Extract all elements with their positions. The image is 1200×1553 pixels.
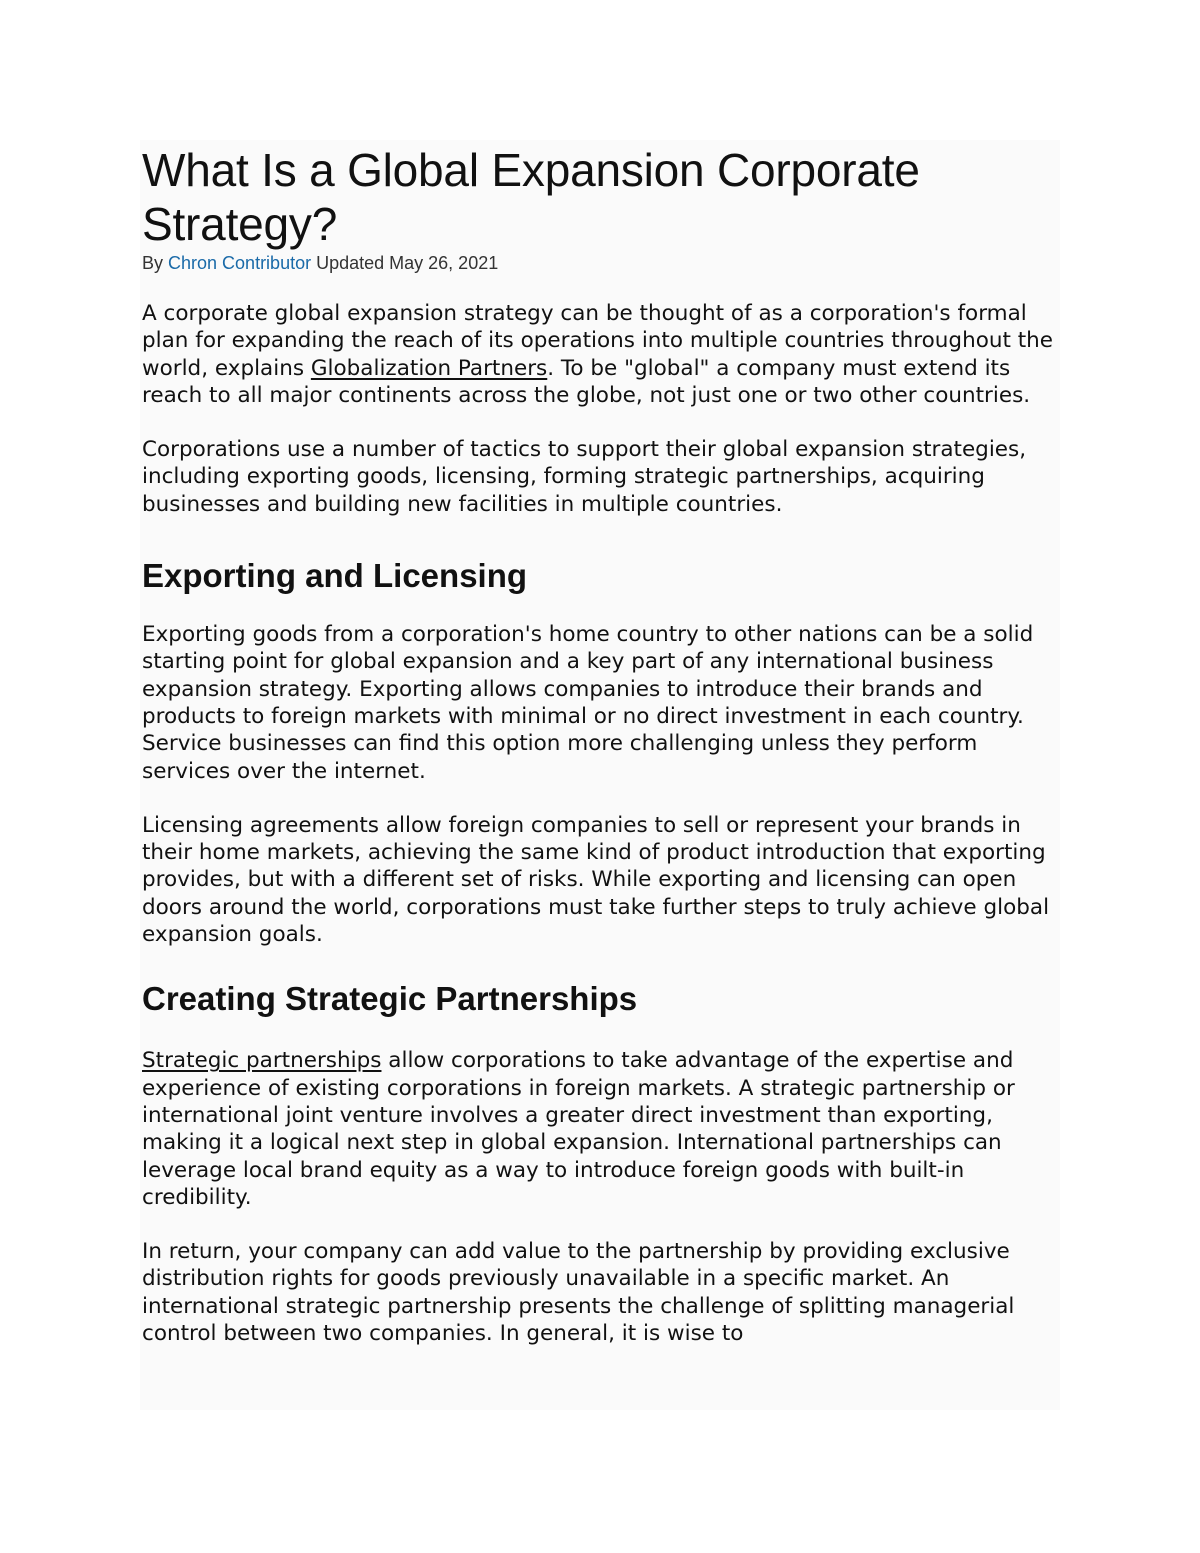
exporting-paragraph-1: Exporting goods from a corporation's home country to other nations can be a solid starting point for global expansion and a key part of any international business expansion strategy. Exporting allows companies to introduce their brands and products to foreign markets with minimal or no direct investment in each country. Service businesses can find this option more challenging unless they perform services over the internet. [142, 622, 1034, 784]
licensing-paragraph: Licensing agreements allow foreign companies to sell or represent your brands in their home markets, achieving the same kind of product introduction that exporting provides, but with a different set of risks. While exporting and licensing can open doors around the world, corporations must take further steps to truly achieve global expansion goals. [142, 812, 1050, 948]
paragraph-text: allow corporations to take advantage of the expertise and experience of existing corporations in foreign markets. A strategic partnership or international joint venture involves a greater direct investment than exporting, making it a logical next step in global expansion. International partnerships can leverage local brand equity as a way to introduce foreign goods with built-in credibility. [142, 1048, 1015, 1210]
globalization-partners-link[interactable]: Globalization Partners [310, 355, 548, 381]
partnerships-paragraph-1 [142, 1047, 1056, 1211]
page-title: What Is a Global Expansion Corporate Strategy? [142, 144, 920, 250]
section-heading-exporting: Exporting and Licensing [142, 557, 528, 595]
article-body [140, 140, 1060, 1410]
byline [142, 251, 1056, 275]
intro-paragraph-1 [142, 300, 1056, 409]
partnerships-paragraph-2: In return, your company can add value to the partnership by providing exclusive distribution rights for goods previously unavailable in a specific market. An international strategic partnership presents the challenge of splitting managerial control between two companies. In general, it is wise to [142, 1239, 1015, 1347]
author-link[interactable]: Chron Contributor [168, 253, 312, 273]
strategic-partnerships-link[interactable]: Strategic partnerships [142, 1048, 382, 1074]
byline-prefix: By [142, 253, 169, 273]
paragraph-text: A corporate global expansion strategy can be thought of as a corporation's formal plan for expanding the reach of its operations into multiple countries throughout the world, explains [142, 301, 1054, 381]
section-heading-partnerships: Creating Strategic Partnerships [142, 980, 638, 1018]
intro-paragraph-2: Corporations use a number of tactics to support their global expansion strategies, including exporting goods, licensing, forming strategic partnerships, acquiring businesses and building new facilities in multiple countries. [142, 437, 1027, 517]
paragraph-text: . To be "global" a company must extend its reach to all major continents across the globe, not just one or two other countries. [142, 355, 1031, 408]
updated-date: Updated May 26, 2021 [311, 253, 499, 273]
